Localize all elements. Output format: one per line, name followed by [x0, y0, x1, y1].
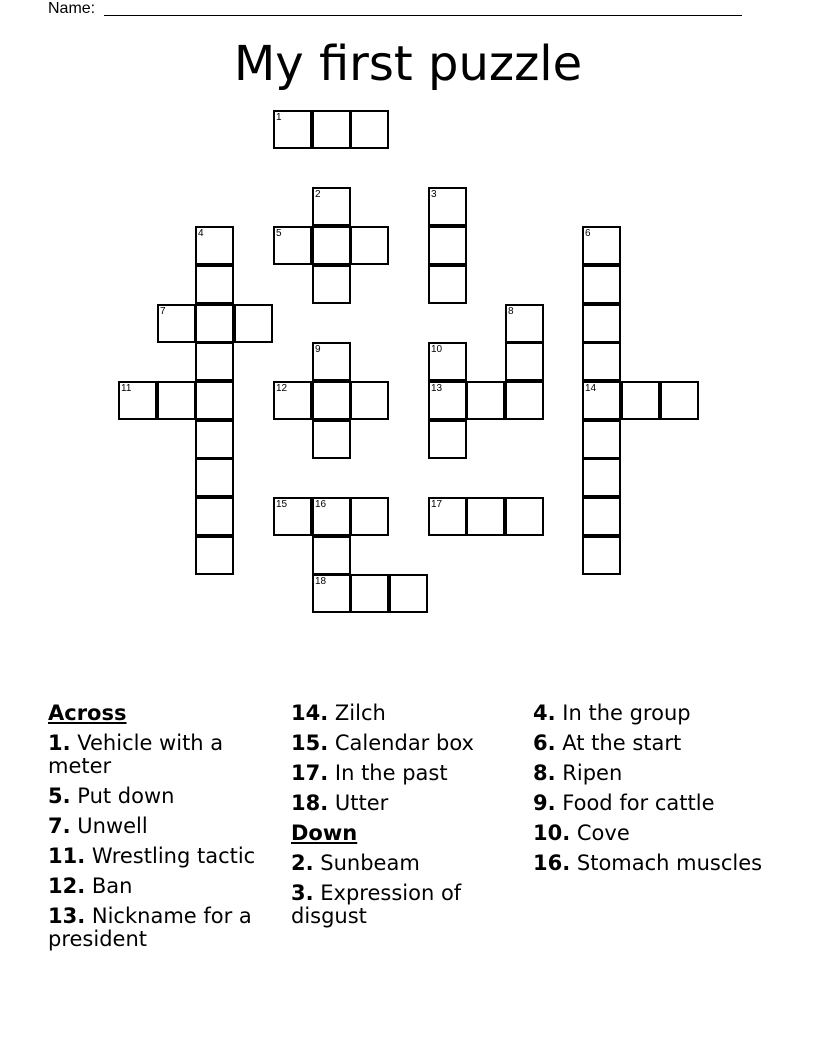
clue-down: [533, 792, 763, 815]
clue-down: [533, 732, 763, 755]
grid-cell[interactable]: [582, 497, 621, 536]
clue-column-3: [533, 702, 763, 882]
grid-cell[interactable]: [195, 536, 234, 575]
clue-text: Nickname for a president: [48, 904, 252, 951]
grid-cell[interactable]: [195, 458, 234, 497]
clue-across: [291, 732, 521, 755]
clue-text: Cove: [576, 821, 630, 845]
clue-down: [533, 762, 763, 785]
grid-cell[interactable]: [350, 226, 389, 265]
clue-across: [48, 845, 278, 868]
grid-cell[interactable]: [350, 110, 389, 149]
clue-across: [291, 762, 521, 785]
cell-number: 11: [121, 383, 132, 394]
cell-number: 5: [276, 228, 282, 239]
clue-number: 8.: [533, 761, 556, 785]
clue-text: Expression of disgust: [291, 881, 462, 928]
cell-number: 10: [431, 344, 443, 355]
cell-number: 13: [431, 383, 443, 394]
clue-number: 2.: [291, 851, 314, 875]
grid-cell[interactable]: [428, 265, 467, 304]
grid-cell[interactable]: [312, 381, 351, 420]
clue-across: [48, 815, 278, 838]
grid-cell[interactable]: [312, 420, 351, 459]
clue-across: [48, 785, 278, 808]
grid-cell[interactable]: [195, 420, 234, 459]
cell-number: 14: [585, 383, 597, 394]
clue-across: [48, 905, 278, 951]
clue-text: At the start: [562, 731, 682, 755]
clue-text: Calendar box: [334, 731, 474, 755]
clue-column-1: [48, 702, 278, 958]
clue-number: 1.: [48, 731, 71, 755]
clue-text: Food for cattle: [562, 791, 715, 815]
cell-number: 7: [160, 306, 166, 317]
clue-down: [291, 852, 521, 875]
grid-cell[interactable]: [582, 304, 621, 343]
clue-number: 12.: [48, 874, 86, 898]
grid-cell[interactable]: [312, 110, 351, 149]
clue-number: 5.: [48, 784, 71, 808]
cell-number: 3: [431, 189, 437, 200]
cell-number: 4: [198, 228, 204, 239]
clue-text: Zilch: [334, 701, 386, 725]
cell-number: 9: [315, 344, 321, 355]
clue-number: 18.: [291, 791, 329, 815]
clue-text: Unwell: [77, 814, 148, 838]
grid-cell[interactable]: [582, 420, 621, 459]
cell-number: 2: [315, 189, 321, 200]
cell-number: 1: [276, 112, 282, 123]
cell-number: 15: [276, 499, 288, 510]
grid-cell[interactable]: [505, 381, 544, 420]
cell-number: 18: [315, 576, 327, 587]
grid-cell[interactable]: [621, 381, 660, 420]
cell-number: 16: [315, 499, 327, 510]
grid-cell[interactable]: [350, 497, 389, 536]
clue-number: 3.: [291, 881, 314, 905]
cell-number: 12: [276, 383, 288, 394]
clue-number: 17.: [291, 761, 329, 785]
cell-number: 6: [585, 228, 591, 239]
grid-cell[interactable]: [195, 497, 234, 536]
grid-cell[interactable]: [195, 342, 234, 381]
grid-cell[interactable]: [389, 574, 428, 613]
clue-text: In the past: [334, 761, 448, 785]
clue-text: Utter: [334, 791, 389, 815]
grid-cell[interactable]: [157, 381, 196, 420]
grid-cell[interactable]: [195, 265, 234, 304]
clue-text: Vehicle with a meter: [48, 731, 224, 778]
clue-down: [533, 852, 763, 875]
clue-number: 15.: [291, 731, 329, 755]
clue-number: 7.: [48, 814, 71, 838]
clue-number: 9.: [533, 791, 556, 815]
clue-across: [48, 875, 278, 898]
name-label: Name:: [48, 0, 96, 17]
clue-text: Sunbeam: [320, 851, 420, 875]
grid-cell[interactable]: [195, 304, 234, 343]
clue-text: Wrestling tactic: [91, 844, 256, 868]
grid-cell[interactable]: [195, 381, 234, 420]
clue-number: 11.: [48, 844, 86, 868]
clue-number: 10.: [533, 821, 571, 845]
grid-cell[interactable]: [505, 497, 544, 536]
clue-number: 6.: [533, 731, 556, 755]
clue-number: 13.: [48, 904, 86, 928]
grid-cell[interactable]: [582, 265, 621, 304]
grid-cell[interactable]: [312, 265, 351, 304]
grid-cell[interactable]: [350, 381, 389, 420]
grid-cell[interactable]: [312, 226, 351, 265]
clue-across: [291, 792, 521, 815]
grid-cell[interactable]: [466, 381, 505, 420]
grid-cell[interactable]: [582, 458, 621, 497]
clue-down: [533, 702, 763, 725]
down-heading: Down: [291, 821, 358, 845]
grid-cell[interactable]: [312, 536, 351, 575]
grid-cell[interactable]: [350, 574, 389, 613]
grid-cell[interactable]: [582, 536, 621, 575]
cell-number: 8: [508, 306, 514, 317]
grid-cell[interactable]: [234, 304, 273, 343]
clue-down: [291, 882, 521, 928]
clue-down: [533, 822, 763, 845]
across-heading: Across: [48, 701, 127, 725]
grid-cell[interactable]: [428, 226, 467, 265]
grid-cell[interactable]: [582, 342, 621, 381]
page-title: My first puzzle: [233, 36, 583, 92]
clue-text: Ban: [91, 874, 133, 898]
clue-number: 14.: [291, 701, 329, 725]
cell-number: 17: [431, 499, 443, 510]
grid-cell[interactable]: [660, 381, 699, 420]
clue-text: Ripen: [562, 761, 623, 785]
clue-across: [48, 732, 278, 778]
clue-text: Put down: [77, 784, 175, 808]
clue-across: [291, 702, 521, 725]
clue-number: 16.: [533, 851, 571, 875]
grid-cell[interactable]: [505, 342, 544, 381]
grid-cell[interactable]: [466, 497, 505, 536]
clue-text: In the group: [562, 701, 691, 725]
clue-column-2: [291, 702, 521, 935]
clue-text: Stomach muscles: [576, 851, 763, 875]
clue-number: 4.: [533, 701, 556, 725]
grid-cell[interactable]: [428, 420, 467, 459]
